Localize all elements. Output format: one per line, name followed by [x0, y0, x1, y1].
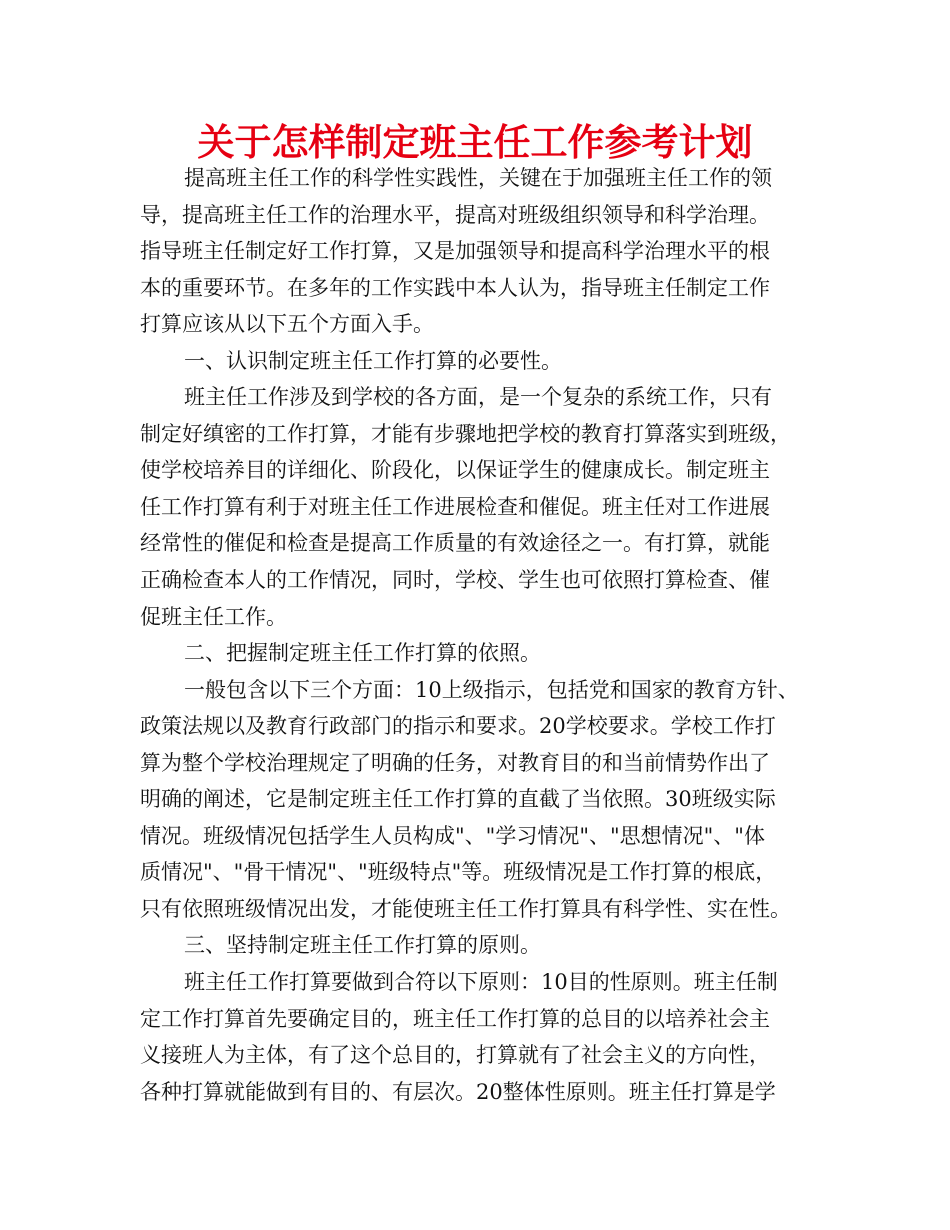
body-line: 指导班主任制定好工作打算，又是加强领导和提高科学治理水平的根 [140, 239, 770, 264]
body-line: 一般包含以下三个方面：10上级指示，包括党和国家的教育方针、 [184, 677, 799, 702]
body-line: 政策法规以及教育行政部门的指示和要求。20学校要求。学校工作打 [140, 714, 776, 739]
body-line: 算为整个学校治理规定了明确的任务，对教育目的和当前情势作出了 [140, 750, 770, 775]
body-line: 质情况"、"骨干情况"、"班级特点"等。班级情况是工作打算的根底， [140, 860, 777, 885]
body-line: 各种打算就能做到有目的、有层次。20整体性原则。班主任打算是学 [140, 1079, 776, 1104]
body-line: 正确检查本人的工作情况，同时，学校、学生也可依照打算检查、催 [140, 568, 770, 593]
body-line: 一、认识制定班主任工作打算的必要性。 [184, 348, 562, 373]
document-body [140, 160, 840, 1110]
body-line: 导，提高班主任工作的治理水平，提高对班级组织领导和科学治理。 [140, 202, 770, 227]
body-line: 定工作打算首先要确定目的，班主任工作打算的总目的以培养社会主 [140, 1006, 770, 1031]
body-line: 情况。班级情况包括学生人员构成"、"学习情况"、"思想情况"、"体 [140, 823, 765, 848]
body-line: 义接班人为主体，有了这个总目的，打算就有了社会主义的方向性， [140, 1043, 770, 1068]
body-line: 任工作打算有利于对班主任工作进展检查和催促。班主任对工作进展 [140, 494, 770, 519]
body-line: 明确的阐述，它是制定班主任工作打算的直截了当依照。30班级实际 [140, 787, 776, 812]
body-line: 班主任工作涉及到学校的各方面，是一个复杂的系统工作，只有 [184, 385, 772, 410]
body-line: 使学校培养目的详细化、阶段化，以保证学生的健康成长。制定班主 [140, 458, 770, 483]
body-line: 促班主任工作。 [140, 604, 287, 629]
body-line: 提高班主任工作的科学性实践性，关键在于加强班主任工作的领 [184, 166, 772, 190]
body-line: 三、坚持制定班主任工作打算的原则。 [184, 933, 541, 958]
document-title: 关于怎样制定班主任工作参考计划 [197, 121, 753, 164]
body-line: 二、把握制定班主任工作打算的依照。 [184, 641, 541, 666]
body-line: 只有依照班级情况出发，才能使班主任工作打算具有科学性、实在性。 [140, 896, 791, 921]
body-line: 制定好缜密的工作打算，才能有步骤地把学校的教育打算落实到班级， [140, 421, 791, 446]
body-line: 经常性的催促和检查是提高工作质量的有效途径之一。有打算，就能 [140, 531, 770, 556]
body-line: 本的重要环节。在多年的工作实践中本人认为，指导班主任制定工作 [140, 275, 770, 300]
body-line: 班主任工作打算要做到合符以下原则：10目的性原则。班主任制 [184, 970, 778, 995]
body-line: 打算应该从以下五个方面入手。 [140, 312, 434, 337]
